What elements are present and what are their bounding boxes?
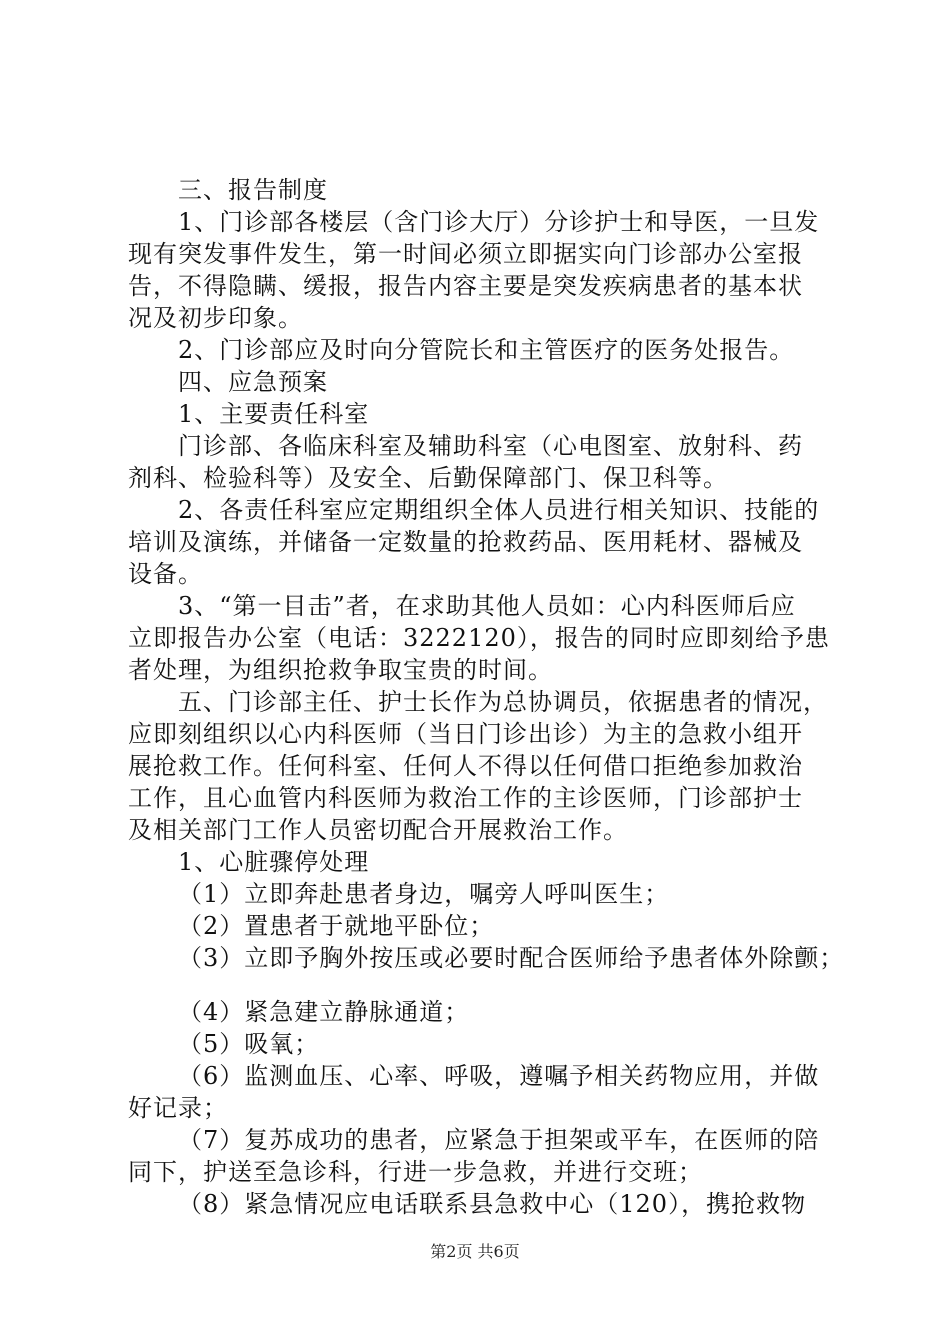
- paragraph-line: 况及初步印象。: [128, 304, 303, 332]
- page-number-footer: 第2页 共6页: [430, 1242, 520, 1261]
- list-item: （3）立即予胸外按压或必要时配合医师给予患者体外除颤；: [178, 944, 845, 972]
- paragraph-line: 3、“第一目击”者，在求助其他人员如：心内科医师后应: [178, 592, 796, 620]
- list-item: （6）监测血压、心率、呼吸，遵嘱予相关药物应用，并做: [178, 1062, 820, 1090]
- paragraph-line: 1、门诊部各楼层（含门诊大厅）分诊护士和导医，一旦发: [178, 208, 820, 236]
- paragraph-line: 工作，且心血管内科医师为救治工作的主诊医师，门诊部护士: [128, 784, 803, 812]
- list-item: （8）紧急情况应电话联系县急救中心（120），携抢救物: [178, 1190, 807, 1218]
- paragraph-line: 设备。: [128, 560, 203, 588]
- paragraph-line: 2、门诊部应及时向分管院长和主管医疗的医务处报告。: [178, 336, 795, 364]
- section-heading-3: 三、报告制度: [178, 176, 328, 204]
- paragraph-line: 门诊部、各临床科室及辅助科室（心电图室、放射科、药: [178, 432, 803, 460]
- paragraph-line: 2、各责任科室应定期组织全体人员进行相关知识、技能的: [178, 496, 820, 524]
- paragraph-line: 及相关部门工作人员密切配合开展救治工作。: [128, 816, 628, 844]
- paragraph-line: 展抢救工作。任何科室、任何人不得以任何借口拒绝参加救治: [128, 752, 803, 780]
- section-heading-5: 五、门诊部主任、护士长作为总协调员，依据患者的情况，: [178, 688, 828, 716]
- list-item: （1）立即奔赴患者身边，嘱旁人呼叫医生；: [178, 880, 670, 908]
- subsection-heading: 1、心脏骤停处理: [178, 848, 370, 876]
- list-item: （4）紧急建立静脉通道；: [178, 998, 470, 1026]
- list-item-continuation: 好记录；: [128, 1094, 228, 1122]
- paragraph-line: 告，不得隐瞒、缓报，报告内容主要是突发疾病患者的基本状: [128, 272, 803, 300]
- paragraph-line: 应即刻组织以心内科医师（当日门诊出诊）为主的急救小组开: [128, 720, 803, 748]
- paragraph-line: 立即报告办公室（电话：3222120），报告的同时应即刻给予患: [128, 624, 830, 652]
- paragraph-line: 现有突发事件发生，第一时间必须立即据实向门诊部办公室报: [128, 240, 803, 268]
- paragraph-line: 培训及演练，并储备一定数量的抢救药品、医用耗材、器械及: [128, 528, 803, 556]
- list-item: （5）吸氧；: [178, 1030, 320, 1058]
- paragraph-line: 剂科、检验科等）及安全、后勤保障部门、保卫科等。: [128, 464, 728, 492]
- section-heading-4: 四、应急预案: [178, 368, 328, 396]
- list-item: （7）复苏成功的患者，应紧急于担架或平车，在医师的陪: [178, 1126, 820, 1154]
- list-item: （2）置患者于就地平卧位；: [178, 912, 495, 940]
- list-item-continuation: 同下，护送至急诊科，行进一步急救，并进行交班；: [128, 1158, 703, 1186]
- paragraph-line: 者处理，为组织抢救争取宝贵的时间。: [128, 656, 553, 684]
- subsection-heading: 1、主要责任科室: [178, 400, 370, 428]
